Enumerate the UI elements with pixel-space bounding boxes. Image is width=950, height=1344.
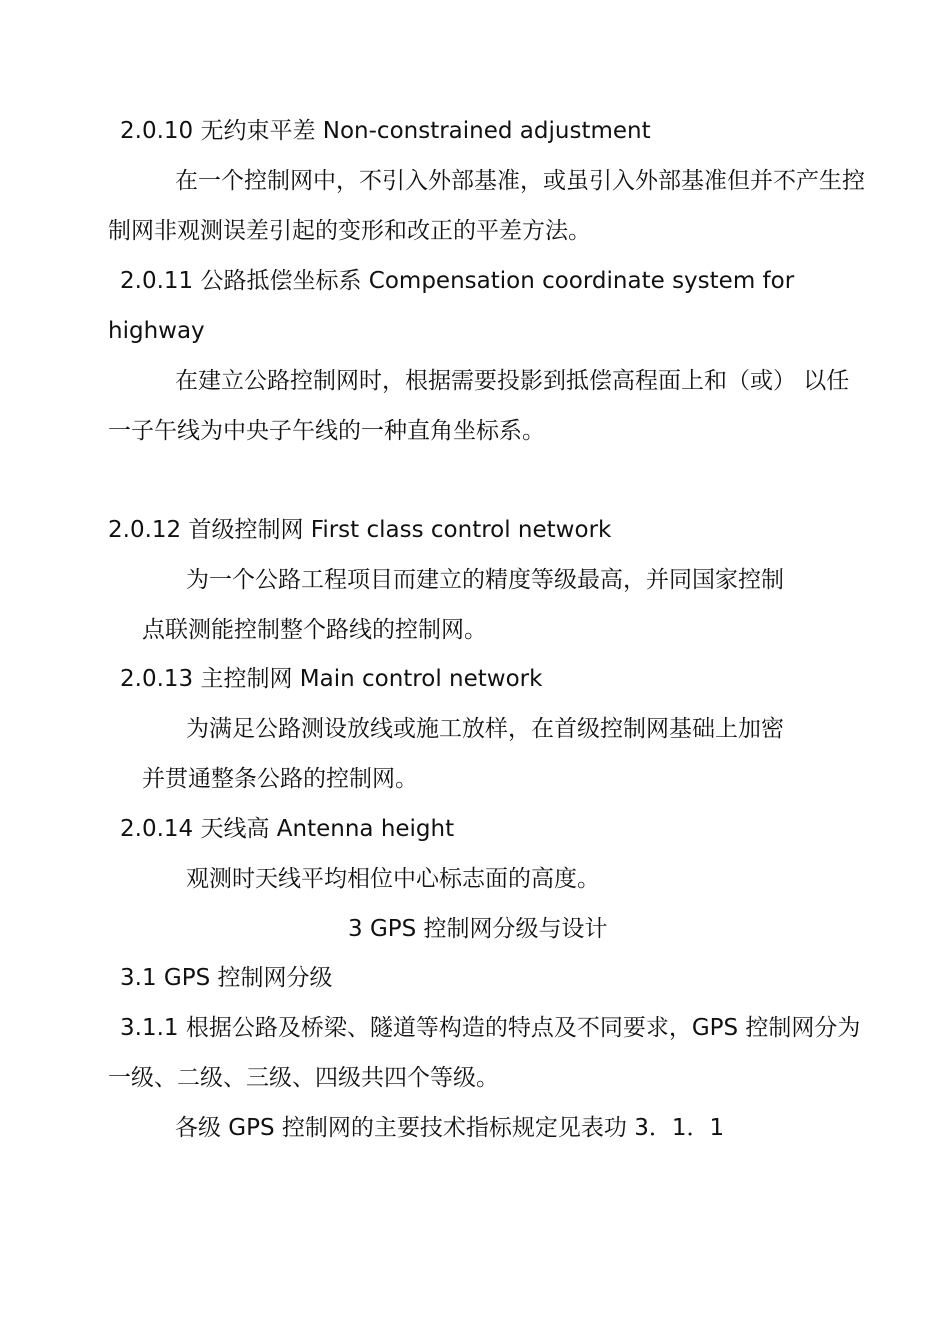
definition-text: 为满足公路测设放线或施工放样，在首级控制网基础上加密 — [186, 716, 784, 742]
term-heading-2-0-14: 2.0.14 天线高 Antenna height — [120, 816, 455, 842]
definition-text: 制网非观测误差引起的变形和改正的平差方法。 — [108, 218, 591, 244]
term-heading-continuation: highway — [108, 318, 205, 344]
term-heading-2-0-10: 2.0.10 无约束平差 Non-constrained adjustment — [120, 118, 651, 144]
clause-3-1-1-text: 一级、二级、三级、四级共四个等级。 — [108, 1065, 499, 1091]
definition-text: 为一个公路工程项目而建立的精度等级最高，并同国家控制 — [186, 567, 784, 593]
term-heading-2-0-13: 2.0.13 主控制网 Main control network — [120, 666, 543, 692]
definition-text: 在建立公路控制网时，根据需要投影到抵偿高程面上和（或） 以任 — [175, 368, 850, 394]
clause-3-1-1-text: 各级 GPS 控制网的主要技术指标规定见表功 3．1．1 — [175, 1115, 725, 1141]
definition-text: 在一个控制网中，不引入外部基准，或虽引入外部基准但并不产生控 — [175, 168, 865, 194]
term-heading-2-0-11: 2.0.11 公路抵偿坐标系 Compensation coordinate system for — [120, 268, 795, 294]
term-heading-2-0-12: 2.0.12 首级控制网 First class control network — [108, 517, 612, 543]
definition-text: 一子午线为中央子午线的一种直角坐标系。 — [108, 418, 545, 444]
definition-text: 并贯通整条公路的控制网。 — [142, 766, 418, 792]
definition-text: 观测时天线平均相位中心标志面的高度。 — [186, 866, 600, 892]
section-heading-3-1: 3.1 GPS 控制网分级 — [120, 965, 333, 991]
clause-3-1-1-text: 3.1.1 根据公路及桥梁、隧道等构造的特点及不同要求，GPS 控制网分为 — [120, 1015, 861, 1041]
chapter-title: 3 GPS 控制网分级与设计 — [348, 916, 608, 942]
definition-text: 点联测能控制整个路线的控制网。 — [142, 617, 487, 643]
